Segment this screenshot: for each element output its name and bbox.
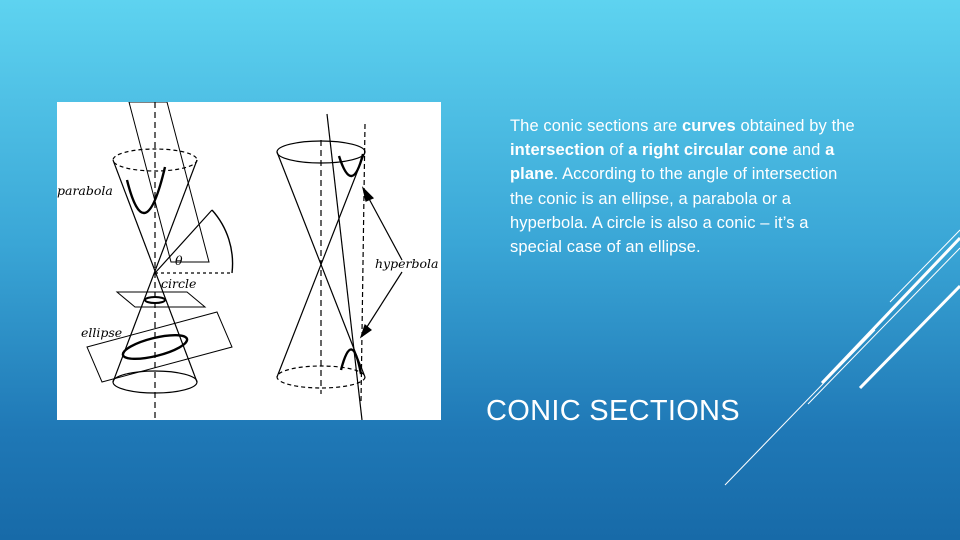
conic-sections-figure (57, 102, 441, 420)
deco-line-5 (725, 330, 875, 485)
bullet-segment: obtained by the (735, 117, 855, 135)
bullet-segment: intersection (510, 141, 605, 160)
bullet-segment: a plane (510, 141, 835, 184)
bullet-segment: of (604, 141, 629, 160)
hyperbola-arrow-down (365, 272, 402, 330)
bullet-segment: a right circular cone (628, 141, 788, 160)
label-circle: circle (161, 276, 197, 291)
deco-line-4 (808, 248, 960, 404)
theta-arc (212, 210, 233, 273)
parabola-curve (127, 167, 165, 213)
label-theta: θ (175, 253, 183, 268)
slide-title: CONIC SECTIONS (486, 395, 740, 427)
deco-line-2 (860, 286, 960, 388)
hyperbola-arrow-up (367, 195, 402, 260)
bullet-segment: . According to the angle of intersection the conic is an ellipse, a parabola or a hyperbola. A circle is also a conic – it’s a special case of an ellipse. (510, 165, 838, 257)
label-hyperbola: hyperbola (375, 256, 439, 271)
bullet-text (510, 114, 856, 259)
hyperbola-lower-branch (341, 349, 361, 374)
bullet-list (486, 114, 856, 259)
label-parabola: parabola (57, 183, 113, 198)
circle-section (145, 297, 165, 303)
bullet-segment: The conic sections are (510, 117, 682, 135)
deco-line-3 (890, 230, 960, 302)
conic-diagram (57, 102, 441, 420)
deco-line-1 (822, 238, 960, 383)
hyperbola-plane-left (327, 114, 362, 420)
label-ellipse: ellipse (81, 325, 123, 340)
hyperbola-plane-right (361, 124, 365, 402)
circle-plane (117, 292, 205, 307)
bullet-segment: and (787, 141, 826, 160)
parabola-plane (129, 102, 209, 262)
bullet-segment: curves (681, 117, 736, 135)
